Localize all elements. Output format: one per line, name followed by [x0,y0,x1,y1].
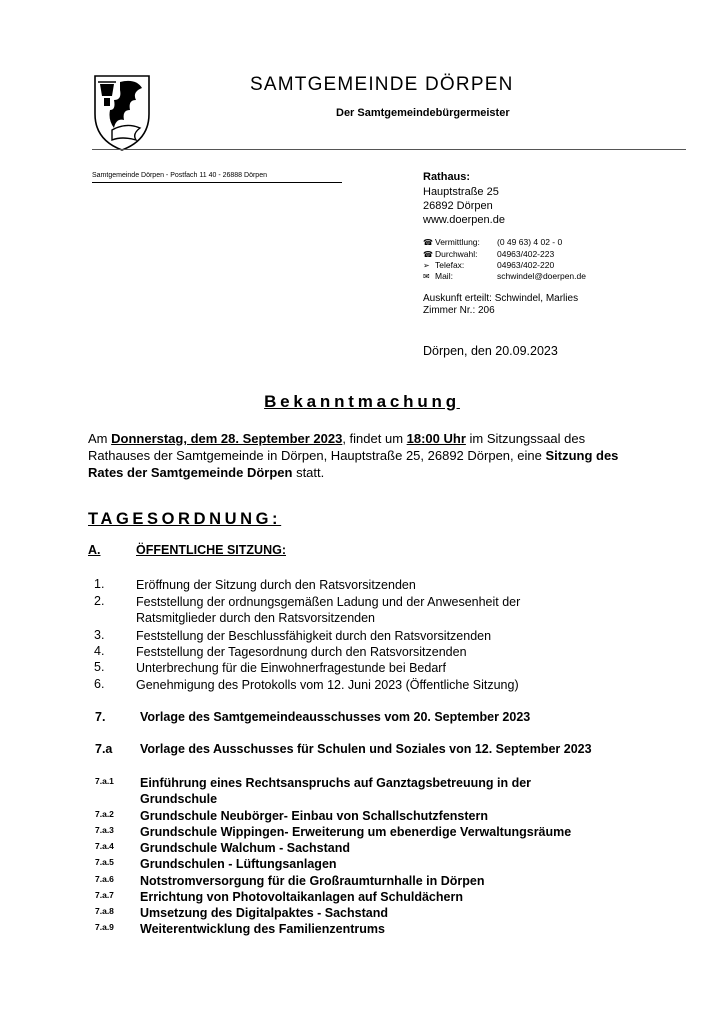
header-divider [92,149,686,150]
contact-row [423,237,562,248]
agenda-heading: TAGESORDNUNG: [88,510,282,528]
subitem-number: 7.a.7 [95,890,114,900]
contact-row [423,249,554,260]
subitem-number: 7.a.9 [95,922,114,932]
office-subtitle: Der Samtgemeindebürgermeister [336,107,510,119]
contact-row [423,260,554,271]
agenda-item-number: 7. [95,710,106,724]
phone-icon: ☎ [423,238,433,247]
agenda-item-text: Feststellung der ordnungsgemäßen Ladung und der Anwesenheit der Ratsmitglieder durch den Ratsvorsitzenden [136,595,521,625]
contact-label: Vermittlung: [435,237,480,247]
agenda-item-text: Vorlage des Samtgemeindeausschusses vom 20. September 2023 [140,710,531,724]
address-website: www.doerpen.de [423,214,505,226]
notice-title: Bekanntmachung [264,392,460,411]
sender-underline [92,182,342,183]
agenda-item-number: 4. [94,644,105,658]
agenda-item-text: Unterbrechung für die Einwohnerfragestunde bei Bedarf [136,661,446,675]
agenda-item-number: 7.a [95,742,113,756]
meeting-body: Sitzung des Rates der Samtgemeinde Dörpen [88,448,619,480]
organization-name: SAMTGEMEINDE DÖRPEN [250,74,514,95]
contact-value: 04963/402-220 [497,260,555,270]
phone-icon: ☎ [423,250,433,259]
agenda-item-text: Feststellung der Tagesordnung durch den Ratsvorsitzenden [136,645,467,659]
intro-paragraph [88,430,648,481]
place-and-date: Dörpen, den 20.09.2023 [423,344,558,358]
meeting-date: Donnerstag, dem 28. September 2023 [111,431,343,446]
contact-label: Telefax: [435,260,465,270]
contact-value: schwindel@doerpen.de [497,271,586,281]
subitem-text: Errichtung von Photovoltaikanlagen auf Schuldächern [140,890,463,904]
intro-text: im Sitzungssaal des Rathauses der Samtgemeinde in Dörpen, Hauptstraße 25, 26892 Dörpen, eine [88,431,586,463]
contact-value: (0 49 63) 4 02 - 0 [497,237,563,247]
contact-row [423,271,586,282]
address-street: Hauptstraße 25 [423,186,499,198]
room-number: Zimmer Nr.: 206 [423,305,495,316]
contact-value: 04963/402-223 [497,249,555,259]
agenda-item-number: 3. [94,628,105,642]
fax-icon: ➢ [423,261,430,270]
subitem-text: Notstromversorgung für die Großraumturnhalle in Dörpen [140,874,485,888]
agenda-item-text: Genehmigung des Protokolls vom 12. Juni 2023 (Öffentliche Sitzung) [136,678,519,692]
contact-label: Mail: [435,271,453,281]
subitem-text: Grundschule Walchum - Sachstand [140,841,350,855]
intro-text: Am [88,431,112,446]
subitem-number: 7.a.8 [95,906,114,916]
intro-text: , findet um [342,431,407,446]
section-title: ÖFFENTLICHE SITZUNG: [136,543,286,557]
subitem-number: 7.a.3 [95,825,114,835]
contact-label: Durchwahl: [435,249,478,259]
agenda-item-number: 5. [94,660,105,674]
subitem-text: Grundschule Neubörger- Einbau von Schallschutzfenstern [140,809,488,823]
agenda-item-number: 1. [94,577,105,591]
subitem-text: Weiterentwicklung des Familienzentrums [140,922,385,936]
agenda-item-text: Eröffnung der Sitzung durch den Ratsvorsitzenden [136,578,416,592]
subitem-number: 7.a.4 [95,841,114,851]
subitem-number: 7.a.5 [95,857,114,867]
meeting-time: 18:00 Uhr [406,431,466,446]
section-number: A. [88,543,101,557]
agenda-item-text: Vorlage des Ausschusses für Schulen und Soziales von 12. September 2023 [140,742,592,756]
sender-line: Samtgemeinde Dörpen - Postfach 11 40 - 26888 Dörpen [92,172,267,179]
mail-icon: ✉ [423,272,430,281]
subitem-text: Grundschulen - Lüftungsanlagen [140,857,337,871]
subitem-text: Umsetzung des Digitalpaktes - Sachstand [140,906,388,920]
agenda-item-number: 6. [94,677,105,691]
coat-of-arms-logo [92,70,152,152]
subitem-text: Einführung eines Rechtsanspruchs auf Ganztagsbetreuung in der Grundschule [140,776,532,806]
agenda-item-text: Feststellung der Beschlussfähigkeit durch den Ratsvorsitzenden [136,629,492,643]
address-heading: Rathaus: [423,171,471,183]
intro-text: statt. [292,465,325,480]
subitem-text: Grundschule Wippingen- Erweiterung um ebenerdige Verwaltungsräume [140,825,572,839]
contact-person: Auskunft erteilt: Schwindel, Marlies [423,293,579,304]
agenda-item-number: 2. [94,594,105,608]
subitem-number: 7.a.1 [95,776,114,786]
subitem-number: 7.a.2 [95,809,114,819]
subitem-number: 7.a.6 [95,874,114,884]
address-city: 26892 Dörpen [423,200,493,212]
